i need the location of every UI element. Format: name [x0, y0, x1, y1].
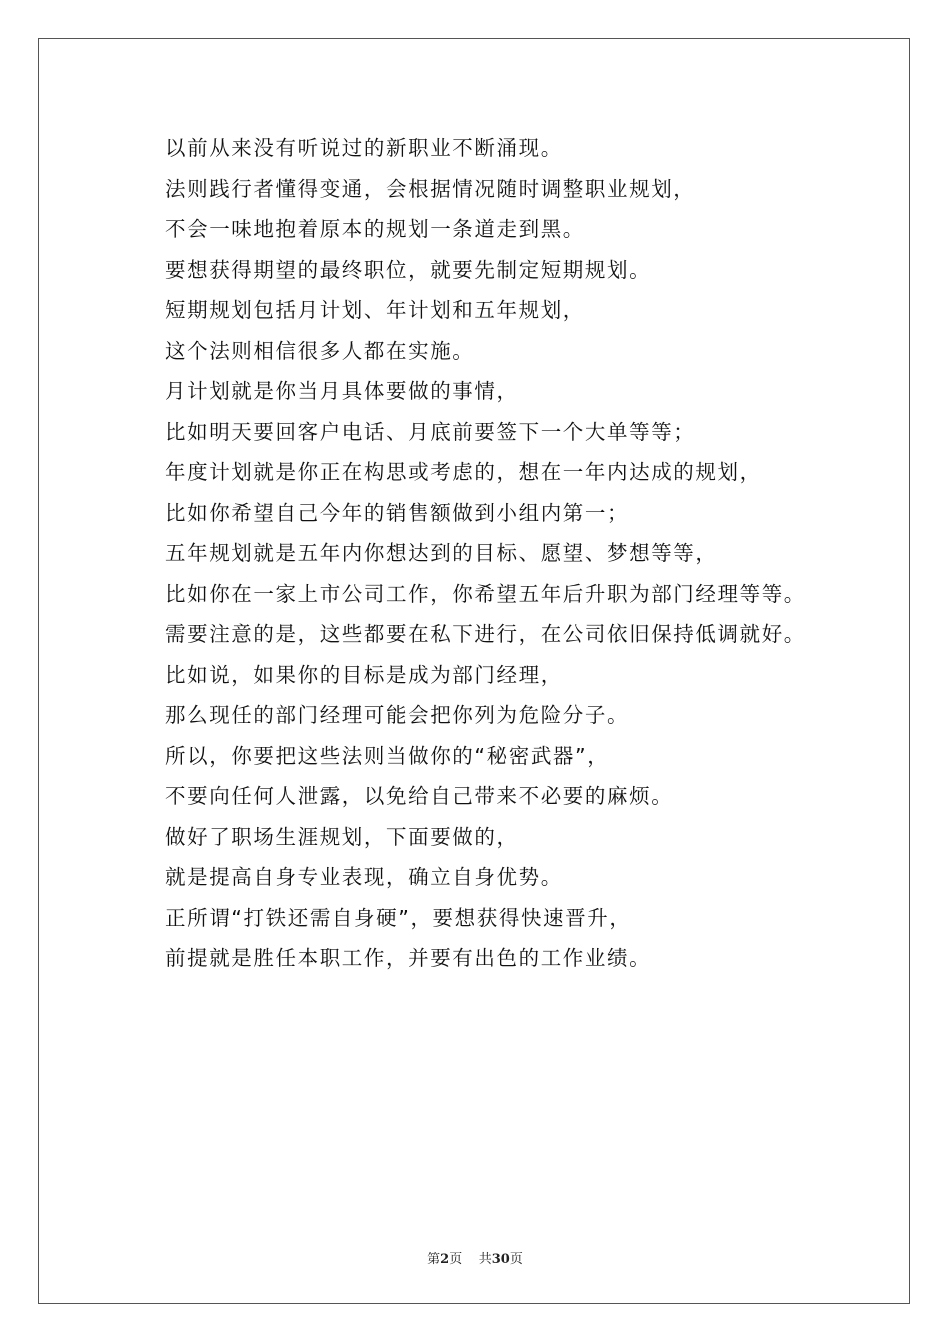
page-number-footer	[0, 1248, 950, 1267]
text-line: 这个法则相信很多人都在实施。	[165, 338, 475, 363]
total-pages-number: 30	[491, 1252, 510, 1267]
body-text	[165, 128, 885, 979]
text-line: 月计划就是你当月具体要做的事情，	[165, 379, 519, 403]
current-page-number: 2	[440, 1252, 450, 1267]
text-line: 法则践行者懂得变通，会根据情况随时调整职业规划，	[165, 176, 696, 201]
text-line: 就是提高自身专业表现，确立自身优势。	[165, 865, 563, 889]
text-line: 五年规划就是五年内你想达到的目标、愿望、梦想等等，	[165, 541, 718, 565]
text-line: 需要注意的是，这些都要在私下进行，在公司依旧保持低调就好。	[165, 622, 806, 646]
footer-suffix: 页	[509, 1252, 523, 1267]
text-line: 比如你在一家上市公司工作，你希望五年后升职为部门经理等等。	[165, 581, 806, 606]
text-line: 那么现任的部门经理可能会把你列为危险分子。	[165, 703, 630, 727]
text-line: 要想获得期望的最终职位，就要先制定短期规划。	[165, 257, 652, 282]
text-line: 做好了职场生涯规划，下面要做的，	[165, 824, 519, 849]
text-line: 比如你希望自己今年的销售额做到小组内第一；	[165, 500, 630, 525]
text-line: 不会一味地抱着原本的规划一条道走到黑。	[165, 217, 585, 241]
text-line: 年度计划就是你正在构思或考虑的，想在一年内达成的规划，	[165, 460, 762, 484]
text-line: 不要向任何人泄露，以免给自己带来不必要的麻烦。	[165, 784, 674, 808]
text-line: 比如明天要回客户电话、月底前要签下一个大单等等；	[165, 419, 696, 444]
text-line: 前提就是胜任本职工作，并要有出色的工作业绩。	[165, 946, 652, 970]
text-line: 短期规划包括月计划、年计划和五年规划，	[165, 298, 585, 322]
footer-middle: 页 共	[449, 1252, 492, 1267]
text-line: 正所谓“打铁还需自身硬”，要想获得快速晋升，	[165, 905, 632, 930]
text-line: 所以，你要把这些法则当做你的“秘密武器”，	[165, 743, 610, 768]
text-line: 比如说，如果你的目标是成为部门经理，	[165, 662, 563, 687]
footer-prefix: 第	[427, 1252, 441, 1267]
text-line: 以前从来没有听说过的新职业不断涌现。	[165, 136, 563, 160]
